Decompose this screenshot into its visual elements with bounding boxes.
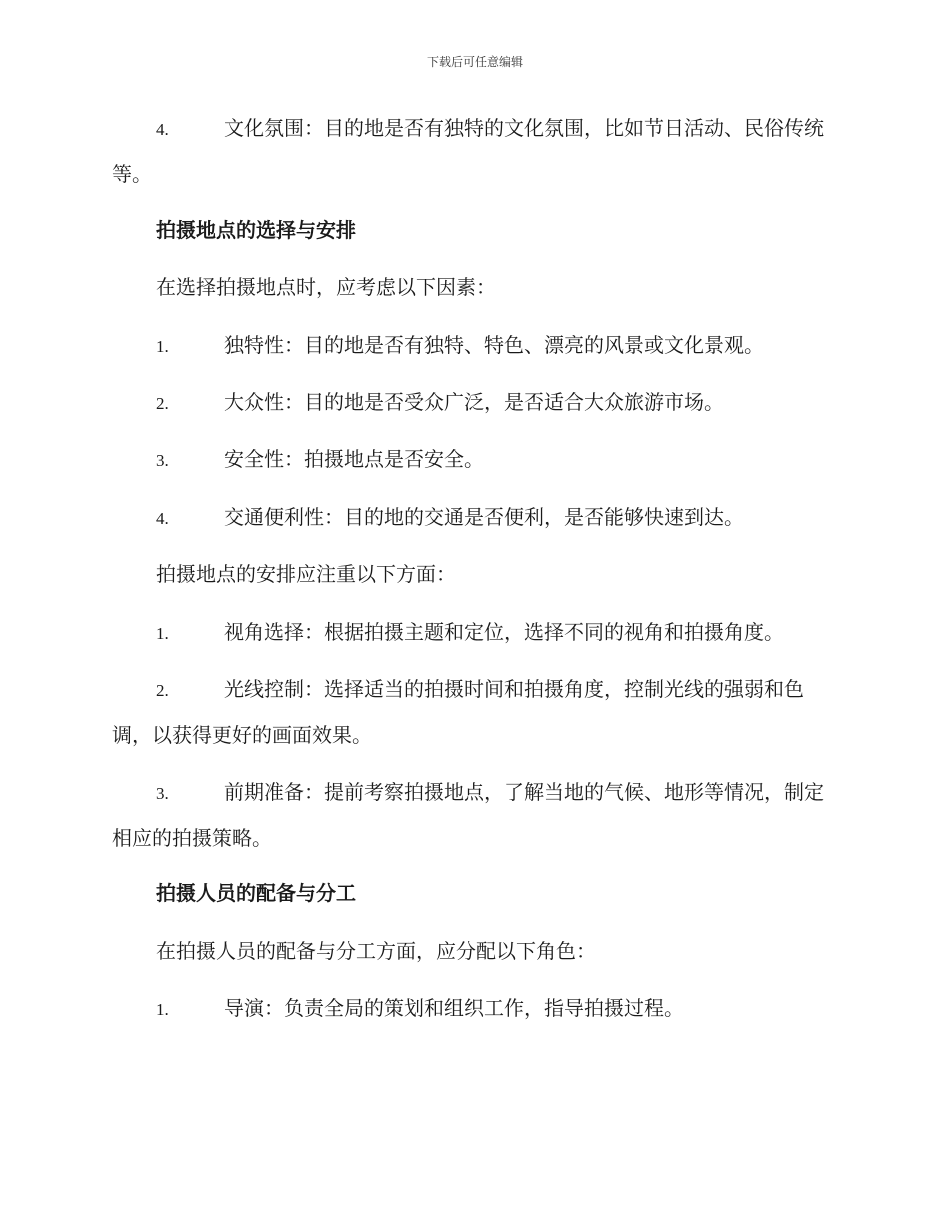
list-item: [112, 610, 840, 656]
list-item: [112, 380, 840, 426]
list-number: 1.: [156, 1000, 169, 1019]
list-item-text: 安全性：拍摄地点是否安全。: [224, 447, 484, 471]
list-item-text: 大众性：目的地是否受众广泛，是否适合大众旅游市场。: [224, 390, 724, 414]
list-item-text: 光线控制：选择适当的拍摄时间和拍摄角度，控制光线的强弱和色调，以获得更好的画面效果。: [112, 677, 804, 747]
section-heading: 拍摄人员的配备与分工: [156, 881, 356, 905]
page-header: 下载后可任意编辑: [426, 55, 523, 69]
paragraph: 拍摄地点的安排应注重以下方面：: [156, 562, 456, 586]
list-number: 4.: [156, 509, 169, 528]
list-item-text: 独特性：目的地是否有独特、特色、漂亮的风景或文化景观。: [224, 333, 764, 357]
list-number: 2.: [156, 681, 169, 700]
list-number: 3.: [156, 784, 169, 803]
list-item: [112, 106, 840, 197]
list-number: 4.: [156, 120, 169, 139]
list-item: [112, 986, 840, 1032]
list-number: 1.: [156, 337, 169, 356]
list-item-text: 视角选择：根据拍摄主题和定位，选择不同的视角和拍摄角度。: [224, 620, 784, 644]
list-item: [112, 323, 840, 369]
list-item: [112, 770, 840, 861]
list-item: [112, 495, 840, 541]
list-item-text: 文化氛围：目的地是否有独特的文化氛围，比如节日活动、民俗传统等。: [112, 116, 824, 186]
list-item: [112, 437, 840, 483]
list-number: 3.: [156, 451, 169, 470]
list-number: 1.: [156, 624, 169, 643]
paragraph: 在拍摄人员的配备与分工方面，应分配以下角色：: [156, 939, 596, 963]
list-item: [112, 667, 840, 758]
list-item-text: 前期准备：提前考察拍摄地点，了解当地的气候、地形等情况，制定相应的拍摄策略。: [112, 780, 824, 850]
section-heading: 拍摄地点的选择与安排: [156, 218, 356, 242]
paragraph: 在选择拍摄地点时，应考虑以下因素：: [156, 275, 496, 299]
list-item-text: 交通便利性：目的地的交通是否便利，是否能够快速到达。: [224, 505, 744, 529]
list-number: 2.: [156, 394, 169, 413]
list-item-text: 导演：负责全局的策划和组织工作，指导拍摄过程。: [224, 996, 684, 1020]
